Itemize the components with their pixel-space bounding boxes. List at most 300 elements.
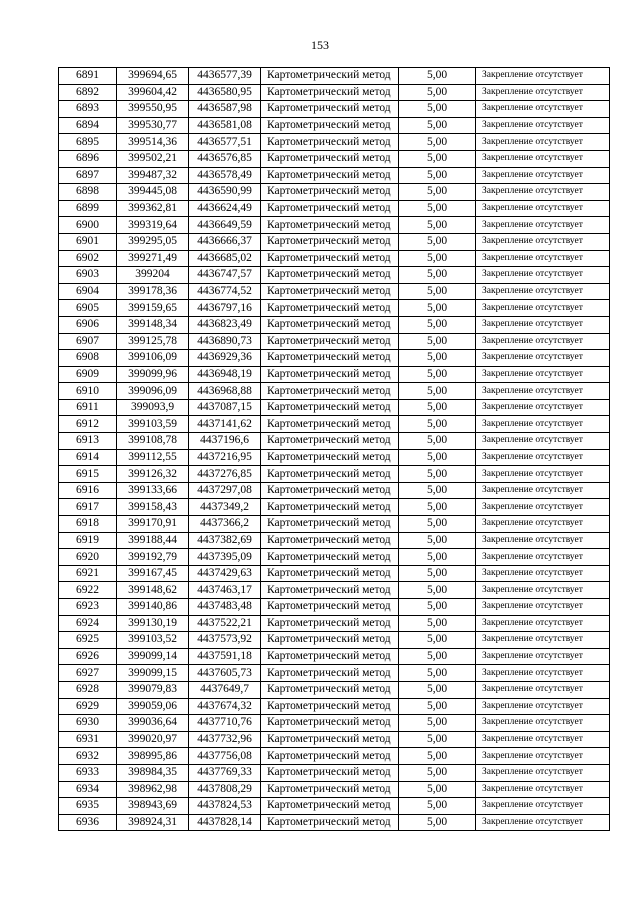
accuracy-cell: 5,00 — [399, 681, 476, 698]
point-number-cell: 6914 — [59, 449, 117, 466]
method-cell: Картометрический метод — [261, 764, 399, 781]
point-number-cell: 6899 — [59, 200, 117, 217]
method-cell: Картометрический метод — [261, 150, 399, 167]
coord-x-cell: 399096,09 — [117, 383, 189, 400]
coord-x-cell: 398962,98 — [117, 781, 189, 798]
coord-x-cell: 399530,77 — [117, 117, 189, 134]
point-number-cell: 6921 — [59, 565, 117, 582]
table-row — [59, 532, 610, 549]
coord-x-cell: 399694,65 — [117, 68, 189, 85]
method-cell: Картометрический метод — [261, 499, 399, 516]
fixation-cell: Закрепление отсутствует — [476, 466, 610, 483]
accuracy-cell: 5,00 — [399, 665, 476, 682]
accuracy-cell: 5,00 — [399, 582, 476, 599]
coord-x-cell: 399271,49 — [117, 250, 189, 267]
method-cell: Картометрический метод — [261, 184, 399, 201]
coord-x-cell: 399099,14 — [117, 648, 189, 665]
method-cell: Картометрический метод — [261, 283, 399, 300]
point-number-cell: 6922 — [59, 582, 117, 599]
point-number-cell: 6915 — [59, 466, 117, 483]
accuracy-cell: 5,00 — [399, 565, 476, 582]
point-number-cell: 6912 — [59, 416, 117, 433]
coord-y-cell: 4436577,51 — [189, 134, 261, 151]
accuracy-cell: 5,00 — [399, 781, 476, 798]
method-cell: Картометрический метод — [261, 416, 399, 433]
coord-x-cell: 399487,32 — [117, 167, 189, 184]
point-number-cell: 6920 — [59, 549, 117, 566]
method-cell: Картометрический метод — [261, 781, 399, 798]
table-row — [59, 764, 610, 781]
coord-y-cell: 4437605,73 — [189, 665, 261, 682]
method-cell: Картометрический метод — [261, 350, 399, 367]
coord-y-cell: 4437824,53 — [189, 798, 261, 815]
method-cell: Картометрический метод — [261, 715, 399, 732]
table-row — [59, 167, 610, 184]
coord-y-cell: 4437297,08 — [189, 482, 261, 499]
fixation-cell: Закрепление отсутствует — [476, 681, 610, 698]
point-number-cell: 6909 — [59, 366, 117, 383]
coord-x-cell: 399108,78 — [117, 433, 189, 450]
accuracy-cell: 5,00 — [399, 267, 476, 284]
accuracy-cell: 5,00 — [399, 632, 476, 649]
point-number-cell: 6900 — [59, 217, 117, 234]
accuracy-cell: 5,00 — [399, 283, 476, 300]
coord-x-cell: 399112,55 — [117, 449, 189, 466]
fixation-cell: Закрепление отсутствует — [476, 731, 610, 748]
method-cell: Картометрический метод — [261, 217, 399, 234]
table-row — [59, 582, 610, 599]
accuracy-cell: 5,00 — [399, 814, 476, 831]
fixation-cell: Закрепление отсутствует — [476, 814, 610, 831]
fixation-cell: Закрепление отсутствует — [476, 665, 610, 682]
coord-x-cell: 398924,31 — [117, 814, 189, 831]
point-number-cell: 6895 — [59, 134, 117, 151]
point-number-cell: 6930 — [59, 715, 117, 732]
fixation-cell: Закрепление отсутствует — [476, 316, 610, 333]
accuracy-cell: 5,00 — [399, 366, 476, 383]
table-row — [59, 117, 610, 134]
accuracy-cell: 5,00 — [399, 516, 476, 533]
coordinates-table-body — [59, 68, 610, 831]
method-cell: Картометрический метод — [261, 698, 399, 715]
coord-x-cell: 399126,32 — [117, 466, 189, 483]
coord-x-cell: 399178,36 — [117, 283, 189, 300]
coord-x-cell: 399020,97 — [117, 731, 189, 748]
method-cell: Картометрический метод — [261, 117, 399, 134]
table-row — [59, 300, 610, 317]
fixation-cell: Закрепление отсутствует — [476, 150, 610, 167]
page-number: 153 — [311, 38, 329, 52]
coord-x-cell: 399514,36 — [117, 134, 189, 151]
coord-x-cell: 399059,06 — [117, 698, 189, 715]
accuracy-cell: 5,00 — [399, 333, 476, 350]
table-row — [59, 599, 610, 616]
method-cell: Картометрический метод — [261, 433, 399, 450]
accuracy-cell: 5,00 — [399, 482, 476, 499]
point-number-cell: 6932 — [59, 748, 117, 765]
point-number-cell: 6925 — [59, 632, 117, 649]
point-number-cell: 6906 — [59, 316, 117, 333]
method-cell: Картометрический метод — [261, 101, 399, 118]
point-number-cell: 6924 — [59, 615, 117, 632]
table-row — [59, 68, 610, 85]
point-number-cell: 6934 — [59, 781, 117, 798]
coord-x-cell: 398943,69 — [117, 798, 189, 815]
coord-y-cell: 4436948,19 — [189, 366, 261, 383]
accuracy-cell: 5,00 — [399, 715, 476, 732]
point-number-cell: 6928 — [59, 681, 117, 698]
accuracy-cell: 5,00 — [399, 615, 476, 632]
coord-x-cell: 399502,21 — [117, 150, 189, 167]
method-cell: Картометрический метод — [261, 681, 399, 698]
accuracy-cell: 5,00 — [399, 698, 476, 715]
fixation-cell: Закрепление отсутствует — [476, 84, 610, 101]
accuracy-cell: 5,00 — [399, 233, 476, 250]
accuracy-cell: 5,00 — [399, 648, 476, 665]
coord-y-cell: 4437429,63 — [189, 565, 261, 582]
point-number-cell: 6907 — [59, 333, 117, 350]
fixation-cell: Закрепление отсутствует — [476, 134, 610, 151]
coord-x-cell: 399140,86 — [117, 599, 189, 616]
accuracy-cell: 5,00 — [399, 532, 476, 549]
coord-x-cell: 399192,79 — [117, 549, 189, 566]
table-row — [59, 748, 610, 765]
point-number-cell: 6903 — [59, 267, 117, 284]
coord-y-cell: 4437828,14 — [189, 814, 261, 831]
coord-y-cell: 4437808,29 — [189, 781, 261, 798]
accuracy-cell: 5,00 — [399, 449, 476, 466]
coord-x-cell: 399103,52 — [117, 632, 189, 649]
table-row — [59, 333, 610, 350]
coord-x-cell: 399170,91 — [117, 516, 189, 533]
coord-y-cell: 4437674,32 — [189, 698, 261, 715]
table-row — [59, 466, 610, 483]
accuracy-cell: 5,00 — [399, 68, 476, 85]
table-row — [59, 549, 610, 566]
fixation-cell: Закрепление отсутствует — [476, 167, 610, 184]
method-cell: Картометрический метод — [261, 632, 399, 649]
method-cell: Картометрический метод — [261, 516, 399, 533]
method-cell: Картометрический метод — [261, 250, 399, 267]
fixation-cell: Закрепление отсутствует — [476, 748, 610, 765]
method-cell: Картометрический метод — [261, 665, 399, 682]
coord-y-cell: 4436580,95 — [189, 84, 261, 101]
coord-y-cell: 4437463,17 — [189, 582, 261, 599]
accuracy-cell: 5,00 — [399, 300, 476, 317]
table-row — [59, 449, 610, 466]
point-number-cell: 6911 — [59, 399, 117, 416]
point-number-cell: 6936 — [59, 814, 117, 831]
coord-y-cell: 4437395,09 — [189, 549, 261, 566]
coord-y-cell: 4436578,49 — [189, 167, 261, 184]
table-row — [59, 665, 610, 682]
point-number-cell: 6897 — [59, 167, 117, 184]
table-row — [59, 217, 610, 234]
fixation-cell: Закрепление отсутствует — [476, 599, 610, 616]
method-cell: Картометрический метод — [261, 582, 399, 599]
method-cell: Картометрический метод — [261, 648, 399, 665]
coord-y-cell: 4437649,7 — [189, 681, 261, 698]
table-row — [59, 632, 610, 649]
point-number-cell: 6904 — [59, 283, 117, 300]
accuracy-cell: 5,00 — [399, 399, 476, 416]
coord-x-cell: 399445,08 — [117, 184, 189, 201]
coord-y-cell: 4437087,15 — [189, 399, 261, 416]
coord-y-cell: 4437349,2 — [189, 499, 261, 516]
accuracy-cell: 5,00 — [399, 798, 476, 815]
point-number-cell: 6919 — [59, 532, 117, 549]
coord-x-cell: 399036,64 — [117, 715, 189, 732]
fixation-cell: Закрепление отсутствует — [476, 383, 610, 400]
point-number-cell: 6931 — [59, 731, 117, 748]
coord-y-cell: 4437366,2 — [189, 516, 261, 533]
coord-y-cell: 4436747,57 — [189, 267, 261, 284]
point-number-cell: 6923 — [59, 599, 117, 616]
table-row — [59, 433, 610, 450]
table-row — [59, 781, 610, 798]
coord-y-cell: 4436890,73 — [189, 333, 261, 350]
point-number-cell: 6913 — [59, 433, 117, 450]
coord-y-cell: 4436649,59 — [189, 217, 261, 234]
fixation-cell: Закрепление отсутствует — [476, 184, 610, 201]
method-cell: Картометрический метод — [261, 449, 399, 466]
method-cell: Картометрический метод — [261, 333, 399, 350]
table-row — [59, 150, 610, 167]
coord-x-cell: 399106,09 — [117, 350, 189, 367]
accuracy-cell: 5,00 — [399, 101, 476, 118]
coord-x-cell: 399167,45 — [117, 565, 189, 582]
point-number-cell: 6935 — [59, 798, 117, 815]
fixation-cell: Закрепление отсутствует — [476, 333, 610, 350]
accuracy-cell: 5,00 — [399, 748, 476, 765]
accuracy-cell: 5,00 — [399, 599, 476, 616]
coord-x-cell: 399158,43 — [117, 499, 189, 516]
fixation-cell: Закрепление отсутствует — [476, 101, 610, 118]
coord-y-cell: 4436823,49 — [189, 316, 261, 333]
coord-y-cell: 4437710,76 — [189, 715, 261, 732]
coord-y-cell: 4436774,52 — [189, 283, 261, 300]
accuracy-cell: 5,00 — [399, 433, 476, 450]
coord-x-cell: 399319,64 — [117, 217, 189, 234]
accuracy-cell: 5,00 — [399, 167, 476, 184]
fixation-cell: Закрепление отсутствует — [476, 250, 610, 267]
table-row — [59, 366, 610, 383]
coord-y-cell: 4436685,02 — [189, 250, 261, 267]
fixation-cell: Закрепление отсутствует — [476, 565, 610, 582]
coord-x-cell: 399133,66 — [117, 482, 189, 499]
method-cell: Картометрический метод — [261, 532, 399, 549]
coord-y-cell: 4437756,08 — [189, 748, 261, 765]
point-number-cell: 6901 — [59, 233, 117, 250]
fixation-cell: Закрепление отсутствует — [476, 549, 610, 566]
coord-y-cell: 4437573,92 — [189, 632, 261, 649]
fixation-cell: Закрепление отсутствует — [476, 499, 610, 516]
table-row — [59, 798, 610, 815]
accuracy-cell: 5,00 — [399, 466, 476, 483]
table-row — [59, 250, 610, 267]
coord-y-cell: 4437276,85 — [189, 466, 261, 483]
method-cell: Картометрический метод — [261, 134, 399, 151]
fixation-cell: Закрепление отсутствует — [476, 715, 610, 732]
fixation-cell: Закрепление отсутствует — [476, 582, 610, 599]
point-number-cell: 6908 — [59, 350, 117, 367]
point-number-cell: 6902 — [59, 250, 117, 267]
point-number-cell: 6918 — [59, 516, 117, 533]
coord-y-cell: 4436587,98 — [189, 101, 261, 118]
fixation-cell: Закрепление отсутствует — [476, 68, 610, 85]
coord-x-cell: 399188,44 — [117, 532, 189, 549]
table-row — [59, 499, 610, 516]
point-number-cell: 6929 — [59, 698, 117, 715]
coordinates-table — [58, 67, 610, 831]
point-number-cell: 6916 — [59, 482, 117, 499]
table-row — [59, 233, 610, 250]
accuracy-cell: 5,00 — [399, 117, 476, 134]
accuracy-cell: 5,00 — [399, 499, 476, 516]
accuracy-cell: 5,00 — [399, 764, 476, 781]
method-cell: Картометрический метод — [261, 233, 399, 250]
table-row — [59, 416, 610, 433]
coord-y-cell: 4436590,99 — [189, 184, 261, 201]
table-row — [59, 681, 610, 698]
coord-x-cell: 398984,35 — [117, 764, 189, 781]
table-row — [59, 648, 610, 665]
table-row — [59, 267, 610, 284]
coord-y-cell: 4437216,95 — [189, 449, 261, 466]
coord-y-cell: 4437522,21 — [189, 615, 261, 632]
method-cell: Картометрический метод — [261, 366, 399, 383]
coord-y-cell: 4437382,69 — [189, 532, 261, 549]
coord-x-cell: 399159,65 — [117, 300, 189, 317]
fixation-cell: Закрепление отсутствует — [476, 283, 610, 300]
fixation-cell: Закрепление отсутствует — [476, 632, 610, 649]
coord-x-cell: 399604,42 — [117, 84, 189, 101]
table-row — [59, 101, 610, 118]
accuracy-cell: 5,00 — [399, 150, 476, 167]
fixation-cell: Закрепление отсутствует — [476, 482, 610, 499]
table-row — [59, 283, 610, 300]
coord-x-cell: 399093,9 — [117, 399, 189, 416]
coord-y-cell: 4437732,96 — [189, 731, 261, 748]
table-row — [59, 615, 610, 632]
method-cell: Картометрический метод — [261, 748, 399, 765]
accuracy-cell: 5,00 — [399, 250, 476, 267]
coord-y-cell: 4437591,18 — [189, 648, 261, 665]
method-cell: Картометрический метод — [261, 466, 399, 483]
fixation-cell: Закрепление отсутствует — [476, 267, 610, 284]
fixation-cell: Закрепление отсутствует — [476, 217, 610, 234]
table-row — [59, 350, 610, 367]
table-row — [59, 184, 610, 201]
method-cell: Картометрический метод — [261, 731, 399, 748]
fixation-cell: Закрепление отсутствует — [476, 399, 610, 416]
method-cell: Картометрический метод — [261, 383, 399, 400]
fixation-cell: Закрепление отсутствует — [476, 615, 610, 632]
fixation-cell: Закрепление отсутствует — [476, 233, 610, 250]
coord-x-cell: 399148,34 — [117, 316, 189, 333]
coord-y-cell: 4436797,16 — [189, 300, 261, 317]
method-cell: Картометрический метод — [261, 68, 399, 85]
point-number-cell: 6927 — [59, 665, 117, 682]
accuracy-cell: 5,00 — [399, 84, 476, 101]
table-row — [59, 316, 610, 333]
coord-x-cell: 399204 — [117, 267, 189, 284]
coord-y-cell: 4437196,6 — [189, 433, 261, 450]
method-cell: Картометрический метод — [261, 482, 399, 499]
coord-x-cell: 399148,62 — [117, 582, 189, 599]
coord-y-cell: 4436929,36 — [189, 350, 261, 367]
coord-x-cell: 399125,78 — [117, 333, 189, 350]
coord-x-cell: 399362,81 — [117, 200, 189, 217]
table-row — [59, 698, 610, 715]
coord-y-cell: 4436577,39 — [189, 68, 261, 85]
method-cell: Картометрический метод — [261, 565, 399, 582]
coord-x-cell: 399079,83 — [117, 681, 189, 698]
fixation-cell: Закрепление отсутствует — [476, 764, 610, 781]
table-row — [59, 399, 610, 416]
accuracy-cell: 5,00 — [399, 383, 476, 400]
fixation-cell: Закрепление отсутствует — [476, 350, 610, 367]
fixation-cell: Закрепление отсутствует — [476, 200, 610, 217]
table-row — [59, 516, 610, 533]
coord-y-cell: 4437483,48 — [189, 599, 261, 616]
point-number-cell: 6896 — [59, 150, 117, 167]
accuracy-cell: 5,00 — [399, 416, 476, 433]
accuracy-cell: 5,00 — [399, 200, 476, 217]
point-number-cell: 6894 — [59, 117, 117, 134]
accuracy-cell: 5,00 — [399, 316, 476, 333]
fixation-cell: Закрепление отсутствует — [476, 300, 610, 317]
coord-y-cell: 4436666,37 — [189, 233, 261, 250]
fixation-cell: Закрепление отсутствует — [476, 698, 610, 715]
point-number-cell: 6910 — [59, 383, 117, 400]
coord-y-cell: 4437141,62 — [189, 416, 261, 433]
table-row — [59, 482, 610, 499]
method-cell: Картометрический метод — [261, 200, 399, 217]
point-number-cell: 6933 — [59, 764, 117, 781]
method-cell: Картометрический метод — [261, 300, 399, 317]
fixation-cell: Закрепление отсутствует — [476, 648, 610, 665]
table-row — [59, 565, 610, 582]
point-number-cell: 6898 — [59, 184, 117, 201]
accuracy-cell: 5,00 — [399, 217, 476, 234]
fixation-cell: Закрепление отсутствует — [476, 781, 610, 798]
method-cell: Картометрический метод — [261, 615, 399, 632]
method-cell: Картометрический метод — [261, 399, 399, 416]
fixation-cell: Закрепление отсутствует — [476, 117, 610, 134]
fixation-cell: Закрепление отсутствует — [476, 532, 610, 549]
accuracy-cell: 5,00 — [399, 350, 476, 367]
table-row — [59, 715, 610, 732]
coord-y-cell: 4436576,85 — [189, 150, 261, 167]
table-row — [59, 134, 610, 151]
coord-x-cell: 399130,19 — [117, 615, 189, 632]
point-number-cell: 6893 — [59, 101, 117, 118]
coord-y-cell: 4436624,49 — [189, 200, 261, 217]
fixation-cell: Закрепление отсутствует — [476, 516, 610, 533]
fixation-cell: Закрепление отсутствует — [476, 433, 610, 450]
table-row — [59, 814, 610, 831]
method-cell: Картометрический метод — [261, 316, 399, 333]
coord-y-cell: 4436968,88 — [189, 383, 261, 400]
coord-x-cell: 399099,96 — [117, 366, 189, 383]
coord-y-cell: 4436581,08 — [189, 117, 261, 134]
method-cell: Картометрический метод — [261, 798, 399, 815]
coord-x-cell: 399103,59 — [117, 416, 189, 433]
method-cell: Картометрический метод — [261, 599, 399, 616]
method-cell: Картометрический метод — [261, 267, 399, 284]
coord-x-cell: 399099,15 — [117, 665, 189, 682]
